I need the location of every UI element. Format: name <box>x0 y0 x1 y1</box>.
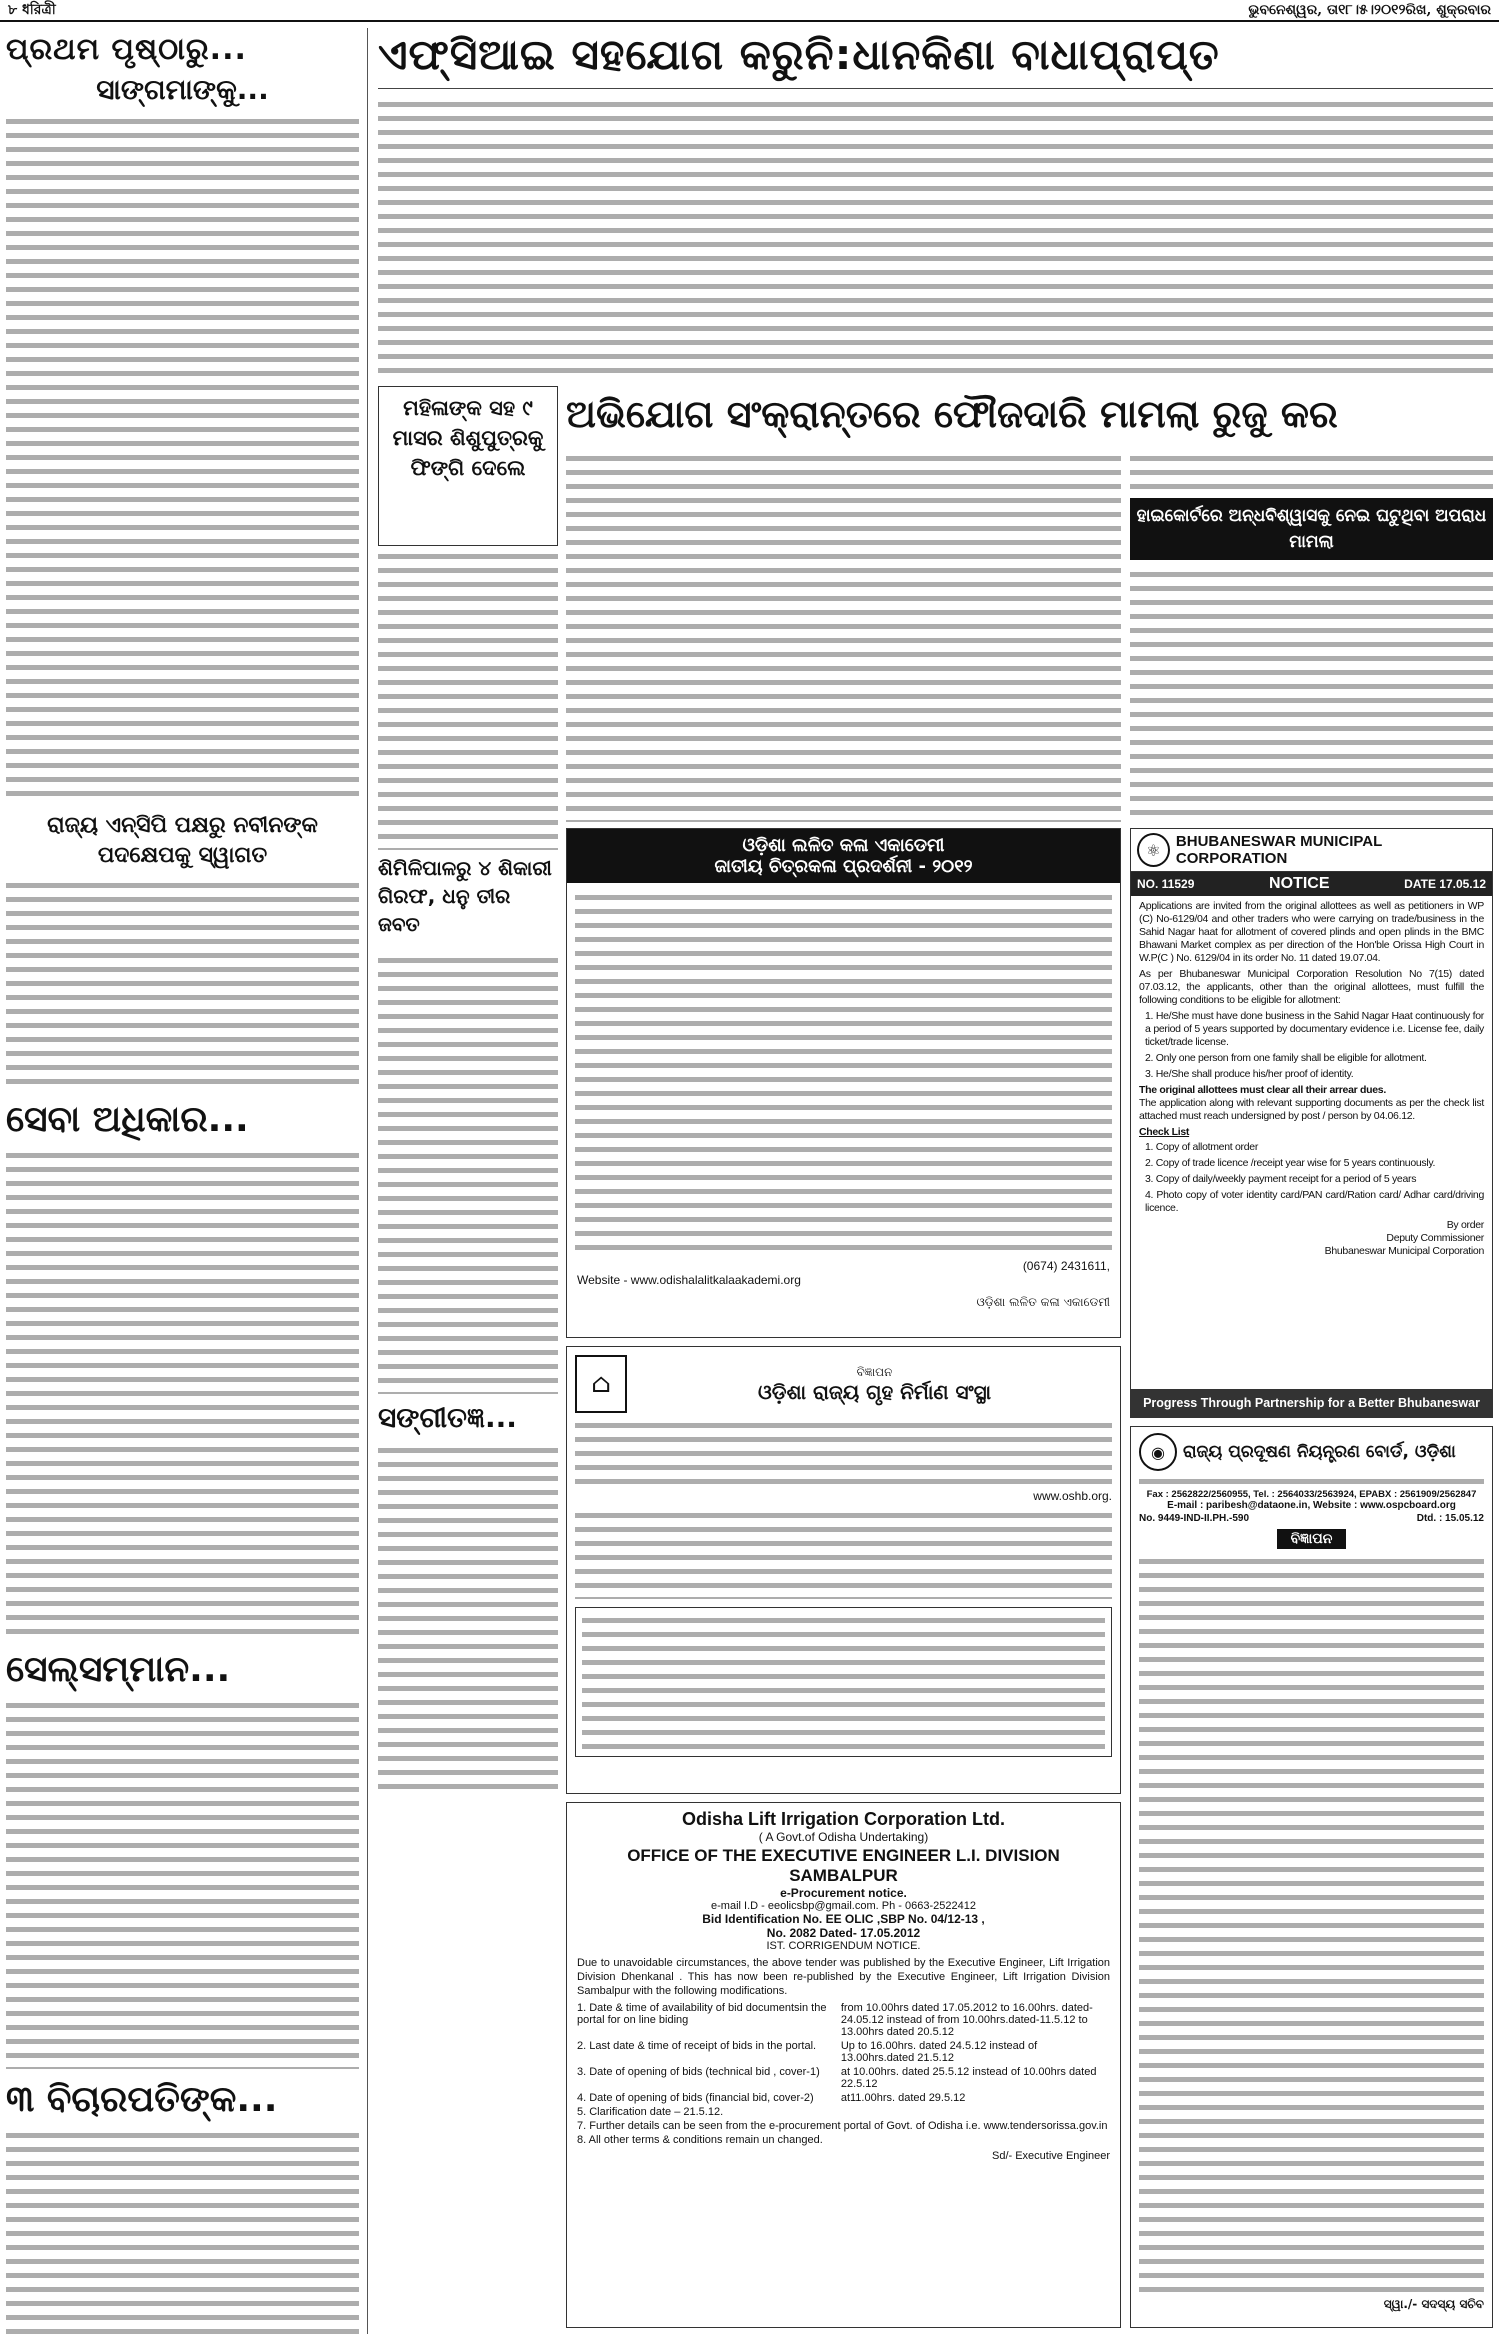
lift-row <box>577 2002 1110 2038</box>
lalit-kala-body <box>575 891 1112 1251</box>
ospcb-no: No. 9449-IND-II.PH.-590 <box>1139 1513 1250 1524</box>
ospcb-dtd: Dtd. : 15.05.12 <box>1416 1513 1484 1524</box>
lift-row-value: from 10.00hrs dated 17.05.2012 to 16.00hrs. dated- 24.05.12 instead of from 10.00hrs.dated-11.5.12 to 13.00hrs dated 20.5.12 <box>840 2002 1093 2038</box>
bmc-deputy: Deputy Commissioner <box>1386 1232 1484 1244</box>
lift-row-value: at 10.00hrs. dated 25.5.12 instead of 10.00hrs dated 22.5.12 <box>840 2066 1097 2090</box>
bmc-checklist <box>1145 1141 1484 1215</box>
lift-row <box>577 2120 1110 2132</box>
bmc-para-3: The original allottees must clear all their arrear dues. <box>1139 1084 1386 1096</box>
lift-row-item: 4. Date of opening of bids (financial bid, cover-2) <box>577 2092 814 2104</box>
bmc-checklist-item: 4. Photo copy of voter identity card/PAN card/Ration card/ Adhar card/driving licence. <box>1145 1189 1484 1214</box>
high-court-box <box>1130 498 1493 560</box>
oshb-label: ବିଜ୍ଞାପନ <box>856 1364 893 1379</box>
lalit-kala-ad <box>566 828 1121 1338</box>
shimilipal-headline: ଶିମିଳିପାଳରୁ ୪ ଶିକାରୀ ଗିରଫ, ଧନୁ ତୀର ଜବତ <box>378 856 552 936</box>
lift-row <box>577 2040 1110 2064</box>
criminal-case-body-2 <box>1130 452 1493 494</box>
lift-row <box>577 2106 1110 2118</box>
lalit-kala-phone: (0674) 2431611, <box>1022 1259 1110 1273</box>
front-page-kicker: ପ୍ରଥମ ପୃଷ୍ଠାରୁ... <box>6 32 247 67</box>
lift-org: Odisha Lift Irrigation Corporation Ltd. <box>682 1809 1005 1829</box>
lift-row <box>577 2066 1110 2090</box>
lift-row <box>577 2134 1110 2146</box>
lalit-kala-subtitle: ଜାତୀୟ ଚିତ୍ରକଳା ପ୍ରଦର୍ଶନୀ - ୨୦୧୨ <box>714 856 973 877</box>
lift-corrigendum: IST. CORRIGENDUM NOTICE. <box>766 1940 921 1952</box>
oshb-logo-icon: ⌂ <box>575 1355 627 1413</box>
bmc-checklist-item: 1. Copy of allotment order <box>1145 1141 1259 1153</box>
lift-eproc: e-Procurement notice. <box>780 1886 907 1900</box>
lift-email: e-mail I.D - eeolicsbp@gmail.com. <box>711 1900 879 1912</box>
page-number: ৮ ধরিত্রী <box>8 2 56 18</box>
bmc-conditions <box>1145 1010 1484 1081</box>
lift-row-item: 2. Last date & time of receipt of bids in the portal. <box>577 2040 817 2052</box>
section-title: ୩ ବିଚାରପତିଙ୍କ... <box>6 2079 278 2120</box>
ospcb-title: ରାଜ୍ୟ ପ୍ରଦୂଷଣ ନିୟନ୍ତ୍ରଣ ବୋର୍ଡ, ଓଡ଼ିଶା <box>1183 1442 1456 1462</box>
bmc-para-4: The application along with relevant supporting documents as per the check list attached must reach undersigned by post / person by 04.06.12. <box>1139 1097 1484 1122</box>
criminal-case-headline: ଅଭିଯୋଗ ସଂକ୍ରାନ୍ତରେ ଫୌଜଦାରି ମାମଲା ରୁଜୁ କର <box>566 392 1338 436</box>
bmc-by-order: By order <box>1446 1219 1484 1231</box>
lead-article-body <box>378 98 1493 376</box>
lift-row-item: 1. Date & time of availability of bid documentsin the portal for on line biding <box>577 2002 827 2026</box>
lift-office: OFFICE OF THE EXECUTIVE ENGINEER L.I. DIVISION SAMBALPUR <box>627 1846 1060 1885</box>
ospcb-body <box>1139 1555 1484 2295</box>
lalit-kala-signature: ଓଡ଼ିଶା ଲଳିତ କଳା ଏକାଡେମୀ <box>976 1295 1110 1309</box>
article-body <box>6 879 359 1089</box>
bmc-notice-title: NOTICE <box>1269 875 1330 892</box>
lift-signature: Sd/- Executive Engineer <box>991 2150 1110 2162</box>
dateline: ଭୁବନେଶ୍ୱର, ତା୧୮।୫।୨୦୧୨ରିଖ, ଶୁକ୍ରବାର <box>1248 2 1491 18</box>
bmc-checklist-title: Check List <box>1139 1126 1190 1138</box>
ospcb-address <box>1139 1475 1484 1487</box>
shimilipal-body <box>378 954 558 1394</box>
ospcb-label: ବିଜ୍ଞାପନ <box>1277 1529 1347 1549</box>
lift-sub: ( A Govt.of Odisha Undertaking) <box>758 1830 929 1844</box>
bmc-checklist-item: 2. Copy of trade licence /receipt year wise for 5 years continuously. <box>1145 1157 1436 1169</box>
criminal-case-body <box>566 452 1121 822</box>
lift-row-value: Up to 16.00hrs. dated 24.5.12 instead of 13.00hrs.dated 21.5.12 <box>840 2040 1038 2064</box>
sangeet-body <box>378 1444 558 1794</box>
bmc-para-1: Applications are invited from the original allottees as well as petitioners in WP (C) No-6129/04 and other traders who were carrying on trade/business in the Sahid Nagar haat for allotment of covered plinds and open plinds in the BMC Bhawani Market complex as per direction of the Hon'ble Orissa High Court in W.P(C ) No. 6129/04 in its order No. 11 dated 19.07.04. <box>1139 900 1484 964</box>
lift-row-value: at11.00hrs. dated 29.5.12 <box>840 2092 966 2104</box>
article-body <box>6 1149 359 1639</box>
bmc-date: DATE 17.05.12 <box>1404 877 1486 891</box>
shimilipal-headline-wrap <box>378 854 558 950</box>
bmc-org: BHUBANESWAR MUNICIPAL CORPORATION <box>1175 833 1383 867</box>
ospcb-logo-icon: ◉ <box>1139 1433 1177 1471</box>
child-story-body <box>378 550 558 850</box>
criminal-case-body-3 <box>1130 568 1493 822</box>
oshb-table <box>575 1607 1112 1757</box>
oshb-website: www.oshb.org. <box>1033 1489 1112 1503</box>
lift-row-item: 8. All other terms & conditions remain un changed. <box>577 2134 823 2146</box>
article-body <box>6 2129 359 2334</box>
bmc-emblem-icon: ⚛ <box>1137 833 1170 867</box>
lift-row-item: 3. Date of opening of bids (technical bid , cover-1) <box>577 2066 820 2078</box>
lift-intro: Due to unavoidable circumstances, the above tender was published by the Executive Engineer, Lift Irrigation Division Dhenkanal . This has now been re-published by the Executive Engineer, Lift Irrigation Division Sambalpur with the following modifications. <box>577 1957 1110 1997</box>
sangeet-headline: ସଙ୍ଗୀତଜ୍ଞ... <box>378 1401 517 1434</box>
oshb-org: ଓଡ଼ିଶା ରାଜ୍ୟ ଗୃହ ନିର୍ମାଣ ସଂସ୍ଥା <box>757 1379 992 1404</box>
bmc-corp: Bhubaneswar Municipal Corporation <box>1324 1245 1484 1257</box>
lead-headline-wrap <box>378 28 1493 90</box>
bmc-footer: Progress Through Partnership for a Better Bhubaneswar <box>1143 1396 1480 1410</box>
child-story-headline: ମହିଳାଙ୍କ ସହ ୯ ମାସର ଶିଶୁପୁତ୍ରକୁ ଫିଙ୍ଗି ଦେଲେ <box>392 396 544 480</box>
bmc-condition: 1. He/She must have done business in the Sahid Nagar Haat continuously for a period of 5 years supported by documentary evidence i.e. License fee, daily ticket/trade license. <box>1145 1010 1484 1048</box>
section-title: ରାଜ୍ୟ ଏନ୍‌ସିପି ପକ୍ଷରୁ ନବୀନଙ୍କ ପଦକ୍ଷେପକୁ ସ୍ୱାଗତ <box>47 813 318 868</box>
bmc-condition: 2. Only one person from one family shall be eligible for allotment. <box>1145 1052 1427 1064</box>
lift-no: No. 2082 Dated- 17.05.2012 <box>766 1926 921 1940</box>
section-title: ସାଙ୍ଗମାଙ୍କୁ... <box>96 73 269 106</box>
lift-row <box>577 2092 1110 2104</box>
bmc-no: NO. 11529 <box>1137 877 1195 891</box>
bmc-condition: 3. He/She shall produce his/her proof of identity. <box>1145 1068 1354 1080</box>
ospcb-ad <box>1130 1426 1493 2328</box>
bmc-checklist-item: 3. Copy of daily/weekly payment receipt for a period of 5 years <box>1145 1173 1417 1185</box>
criminal-case-headline-wrap <box>566 386 1493 446</box>
ospcb-email: E-mail : paribesh@dataone.in, Website : www.ospcboard.org <box>1167 1500 1456 1511</box>
lead-headline: ଏଫ୍‌ସିଆଇ ସହଯୋଗ କରୁନି:ଧାନକିଣା ବାଧାପ୍ରାପ୍ତ <box>378 28 1493 89</box>
section-title: ସେବା ଅଧିକାର... <box>6 1099 249 1140</box>
left-column <box>6 28 368 2334</box>
article-body <box>6 115 359 805</box>
lift-rows <box>577 2002 1110 2146</box>
lalit-kala-title: ଓଡ଼ିଶା ଲଳିତ କଳା ଏକାଡେମୀ <box>742 835 945 856</box>
ospcb-fax: Fax : 2562822/2560955, Tel. : 2564033/2563924, EPABX : 2561909/2562847 <box>1146 1489 1477 1500</box>
article-body <box>6 1699 359 2069</box>
sangeet-headline-wrap <box>378 1398 558 1442</box>
bmc-para-2: As per Bhubaneswar Municipal Corporation Resolution No 7(15) dated 07.03.12, the applicants, other than the original allottees, must fulfill the following conditions to be eligible for allotment: <box>1139 968 1484 1006</box>
child-story-box <box>378 386 558 546</box>
high-court-box-text: ହାଇକୋର୍ଟରେ ଅନ୍ଧବିଶ୍ୱାସକୁ ନେଇ ଘଟୁଥିବା ଅପରାଧ ମାମଲା <box>1136 506 1487 552</box>
bmc-notice <box>1130 828 1493 1418</box>
lift-row-item: 5. Clarification date – 21.5.12. <box>577 2106 724 2118</box>
oshb-ad <box>566 1346 1121 1794</box>
section-title: ସେଲ୍‌ସମ୍ମାନ... <box>6 1649 231 1690</box>
page-masthead <box>0 0 1499 22</box>
lift-irrigation-ad <box>566 1802 1121 2328</box>
oshb-address <box>575 1419 1112 1489</box>
lift-phone: Ph - 0663-2522412 <box>881 1900 976 1912</box>
oshb-body <box>575 1509 1112 1599</box>
lift-row-item: 7. Further details can be seen from the e-procurement portal of Govt. of Odisha i.e. www.tendersorissa.gov.in <box>577 2120 1108 2132</box>
lift-bid-id: Bid Identification No. EE OLIC ,SBP No. 04/12-13 , <box>702 1912 985 1926</box>
right-region <box>378 28 1493 2334</box>
ospcb-signature: ସ୍ୱା./- ସଦସ୍ୟ ସଚିବ <box>1383 2297 1484 2311</box>
lalit-kala-website: Website - www.odishalalitkalaakademi.org <box>577 1273 801 1287</box>
